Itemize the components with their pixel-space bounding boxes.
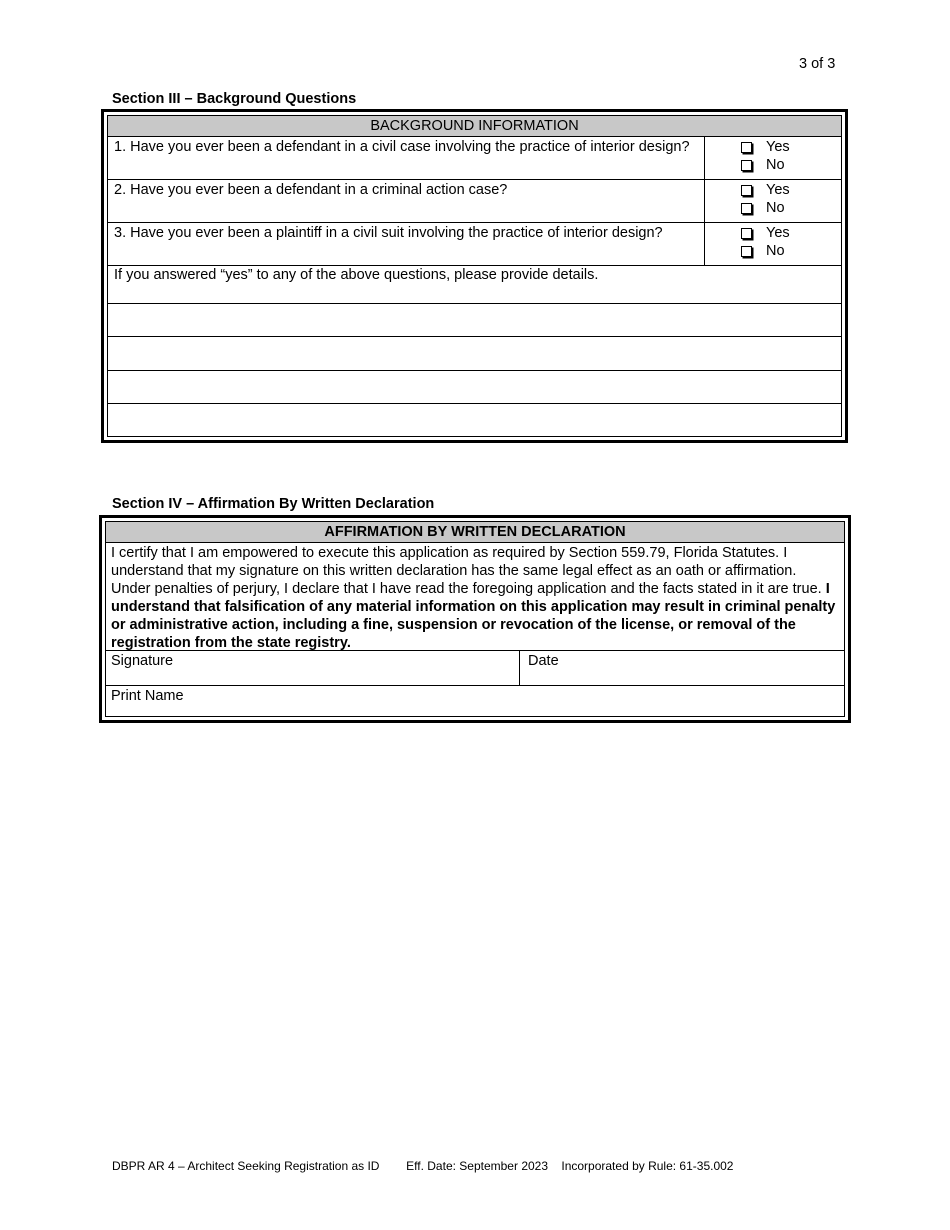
signature-row: [106, 651, 844, 686]
print-name-label: Print Name: [111, 688, 184, 704]
signature-label: Signature: [111, 653, 174, 669]
section-4-title: Section IV – Affirmation By Written Declaration: [112, 496, 435, 512]
date-field[interactable]: [520, 651, 844, 685]
details-line-2[interactable]: [108, 337, 841, 371]
details-line-3[interactable]: [108, 371, 841, 404]
no-label: No: [766, 200, 785, 216]
details-line-4[interactable]: [108, 404, 841, 434]
question-text: 3. Have you ever been a plaintiff in a civil suit involving the practice of interior design?: [108, 223, 705, 265]
section-3-title: Section III – Background Questions: [112, 91, 357, 107]
page-footer: [112, 1159, 733, 1173]
date-label: Date: [528, 653, 559, 669]
no-option[interactable]: [741, 242, 841, 260]
question-text: 1. Have you ever been a defendant in a civil case involving the practice of interior design?: [108, 137, 705, 179]
checkbox-icon[interactable]: [741, 203, 752, 214]
question-options: [705, 223, 841, 265]
checkbox-icon[interactable]: [741, 185, 752, 196]
declaration-bold: I understand that falsification of any material information on this application may result in criminal penalty or administrative action, including a fine, suspension or revocation of the license, or removal of the registration from the state registry.: [111, 581, 836, 651]
page-number: 3 of 3: [799, 56, 836, 72]
question-row-1: [108, 137, 841, 180]
footer-rule: Incorporated by Rule: 61-35.002: [561, 1159, 734, 1173]
question-text: 2. Have you ever been a defendant in a criminal action case?: [108, 180, 705, 222]
question-row-2: [108, 180, 841, 223]
checkbox-icon[interactable]: [741, 160, 752, 171]
print-name-field[interactable]: [106, 686, 844, 720]
details-line-1[interactable]: [108, 304, 841, 337]
question-options: [705, 137, 841, 179]
yes-label: Yes: [766, 225, 790, 241]
signature-field[interactable]: [106, 651, 520, 685]
question-options: [705, 180, 841, 222]
yes-option[interactable]: [741, 224, 841, 242]
background-info-header: BACKGROUND INFORMATION: [108, 116, 841, 137]
no-option[interactable]: [741, 199, 841, 217]
declaration-text: [106, 543, 844, 651]
yes-option[interactable]: [741, 138, 841, 156]
details-prompt: If you answered “yes” to any of the above questions, please provide details.: [114, 267, 599, 283]
footer-eff-date: Eff. Date: September 2023: [406, 1159, 549, 1173]
affirmation-header: AFFIRMATION BY WRITTEN DECLARATION: [106, 522, 844, 543]
affirmation-table: [99, 515, 851, 723]
checkbox-icon[interactable]: [741, 228, 752, 239]
yes-label: Yes: [766, 139, 790, 155]
no-option[interactable]: [741, 156, 841, 174]
declaration-plain: I certify that I am empowered to execute this application as required by Section 559.79, Florida Statutes. I understand that my signature on this written declaration has the same legal effect as an oath or affirmation. Under penalties of perjury, I declare that I have read the foregoing application and the facts stated in it are true.: [111, 545, 826, 597]
details-prompt-row: [108, 266, 841, 304]
yes-label: Yes: [766, 182, 790, 198]
checkbox-icon[interactable]: [741, 142, 752, 153]
no-label: No: [766, 243, 785, 259]
yes-option[interactable]: [741, 181, 841, 199]
question-row-3: [108, 223, 841, 266]
background-info-table: [101, 109, 848, 443]
footer-form: DBPR AR 4 – Architect Seeking Registration as ID: [112, 1159, 380, 1173]
checkbox-icon[interactable]: [741, 246, 752, 257]
no-label: No: [766, 157, 785, 173]
